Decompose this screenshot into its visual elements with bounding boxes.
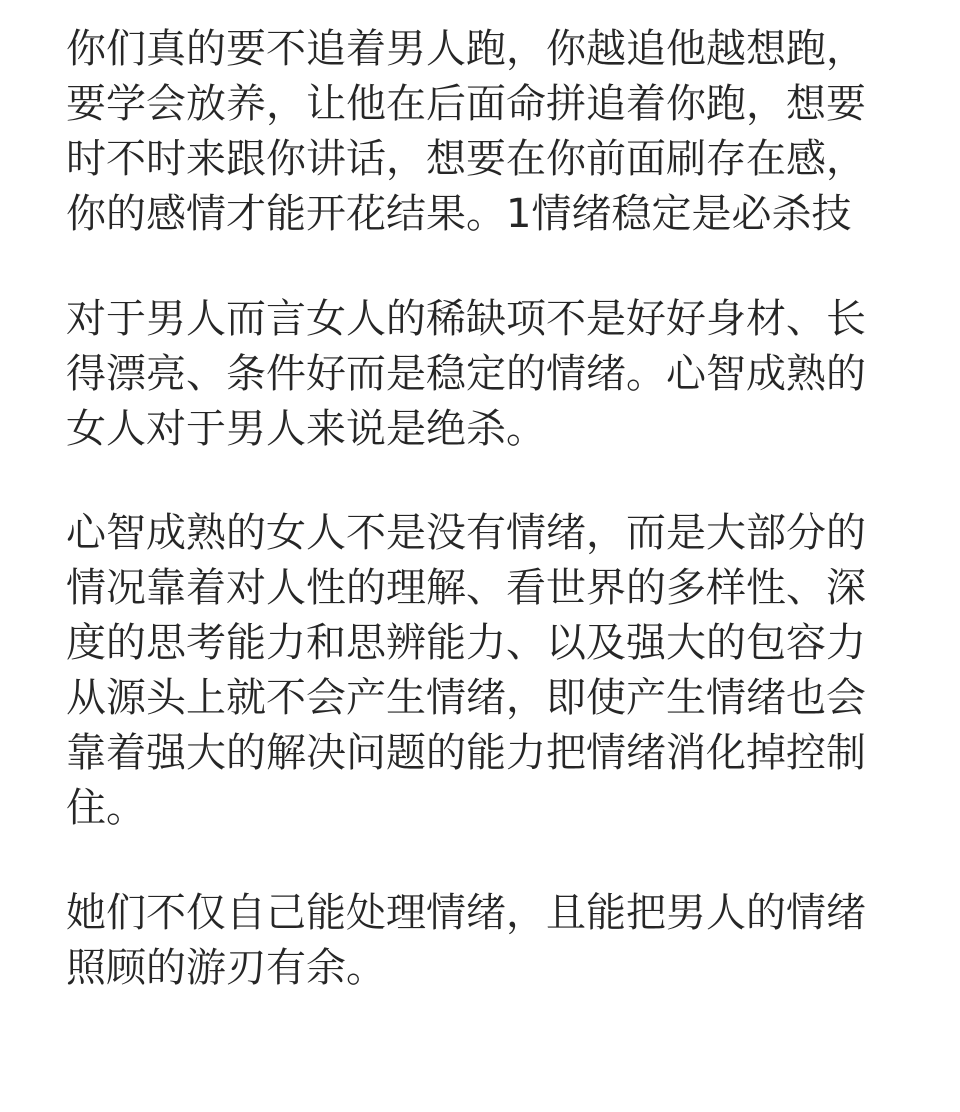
text-line: 她们不仅自己能处理情绪，且能把男人的情绪 xyxy=(66,889,866,936)
text-line: 你们真的要不追着男人跑，你越追他越想跑， xyxy=(66,26,866,72)
text-line: 女人对于男人来说是绝杀。 xyxy=(66,405,546,452)
text-line: 时不时来跟你讲话，想要在你前面刷存在感， xyxy=(66,136,866,182)
text-line: 心智成熟的女人不是没有情绪，而是大部分的 xyxy=(66,510,866,556)
paragraph-chasing xyxy=(66,22,946,242)
text-line: 得漂亮、条件好而是稳定的情绪。心智成熟的 xyxy=(66,350,866,397)
article-body xyxy=(66,22,946,1045)
text-line: 情况靠着对人性的理解、看世界的多样性、深 xyxy=(66,565,866,611)
text-line: 住。 xyxy=(66,785,146,831)
text-line: 要学会放养，让他在后面命拼追着你跑，想要 xyxy=(66,81,866,127)
paragraph-mature-mind xyxy=(66,506,946,836)
text-line: 从源头上就不会产生情绪，即使产生情绪也会 xyxy=(66,675,866,721)
text-line: 你的感情才能开花结果。1情绪稳定是必杀技 xyxy=(66,191,852,237)
text-line: 对于男人而言女人的稀缺项不是好好身材、长 xyxy=(66,295,866,342)
paragraph-handling-emotions xyxy=(66,886,946,996)
text-line: 度的思考能力和思辨能力、以及强大的包容力 xyxy=(66,620,866,666)
paragraph-stable-emotion xyxy=(66,292,946,457)
text-line: 照顾的游刃有余。 xyxy=(66,944,386,991)
text-line: 靠着强大的解决问题的能力把情绪消化掉控制 xyxy=(66,730,866,776)
